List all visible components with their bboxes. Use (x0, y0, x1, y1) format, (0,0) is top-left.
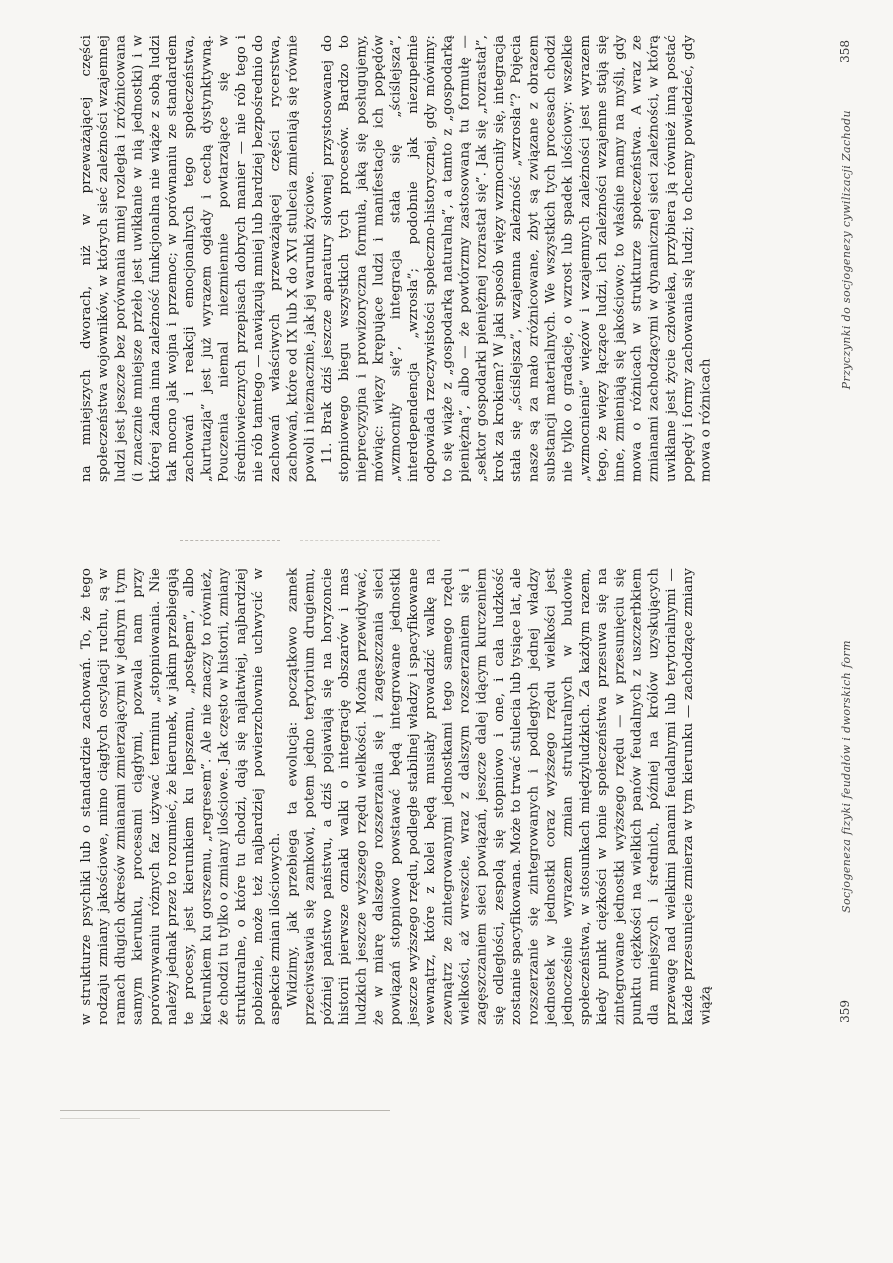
left-page-text (78, 35, 714, 482)
scan-edge-line (60, 1118, 140, 1119)
right-page-number: 359 (838, 1000, 852, 1023)
right-running-header: Socjogeneza fizyki feudałów i dworskich form (840, 640, 853, 913)
right-paragraph-2: Widzimy, jak przebiega ta ewolucja: początkowo zamek przeciwstawia się zamkowi, potem jedno terytorium drugiemu, później państwo państwu, a dziś pojawiają się na horyzoncie historii pierwsze oznaki walki o integrację obszarów i mas ludzkich jeszcze wyższego rzędu wielkości. Można przewidywać, że w miarę dalszego rozszerzania się i zagęszczania sieci powiązań stopniowo powstawać będą integrowane jednostki jeszcze wyższego rzędu, podległe stabilnej władzy i spacyfikowane wewnątrz, które z kolei będą musiały prowadzić walkę na zewnątrz ze zintegrowanymi jednostkami tego samego rzędu wielkości, aż wreszcie, wraz z dalszym rozszerzaniem się i zagęszczaniem sieci powiązań, jeszcze dalej idącym kurczeniem się odległości, zespolą się stopniowo i one, i cała ludzkość zostanie spacyfikowana. Może to trwać stulecia lub tysiące lat, ale rozszerzanie się zintegrowanych i podległych jednej władzy jednostek w jednostki coraz wyższego rzędu wielkości jest jednocześnie wyrazem zmian strukturalnych w budowie społeczeństwa, w stosunkach międzyludzkich. Za każdym razem, kiedy punkt ciężkości w łonie społeczeństwa przesuwa się na zintegrowane jednostki wyższego rzędu — w przesunięciu się punktu ciężkości na wielkich panów feudalnych z uszczerbkiem dla mniejszych i średnich, później na królów uzyskujących przewagę nad wielkimi panami feudalnymi lub terytorialnymi — każde przesunięcie zmierza w tym kierunku — zachodzące zmiany wiążą (285, 568, 714, 1025)
left-page-number: 358 (838, 40, 852, 63)
left-paragraph-2: 11. Brak dziś jeszcze aparatury słownej przystosowanej do stopniowego biegu wszystkich tych procesów. Bardzo to nieprecyzyjna i prowizoryczna formuła, jaką się posługujemy, mówiąc: więzy krępujące ludzi i manifestacje ich popędów „wzmocniły się”, integracja stała się „ściślejsza”, interdependencja „wzrosła”; podobnie jak niezupełnie odpowiada rzeczywistości społeczno-historycznej, gdy mówimy: to się wiąże z „gospodarką naturalną”, a tamto z „gospodarką pieniężną”, albo — że powtórzmy zastosowaną tu formułę — „sektor gospodarki pieniężnej rozrastał się”. Jak się „rozrastał”, krok za krokiem? W jaki sposób więzy wzmocniły się, integracja stała się „ściślejsza”, wzajemna zależność „wzrosła”? Pojęcia nasze są za mało zróżnicowane, zbyt są związane z obrazem substancji materialnych. We wszystkich tych procesach chodzi nie tylko o gradacje, o wzrost lub spadek ilościowy: wszelkie „wzmocnienie” więzów i wzajemnych zależności jest wyrazem tego, że więzy łączące ludzi, ich zależności wzajemne stają się inne, zmieniają się jakościowo; to właśnie mamy na myśli, gdy mowa o różnicach w strukturze społeczeństwa. A wraz ze zmianami zachodzącymi w dynamicznej sieci zależności, w którą uwikłane jest życie człowieka, przybiera ją również inną postać popędy i formy zachowania się ludzi; to chcemy powiedzieć, gdy mowa o różnicach (319, 35, 714, 482)
left-running-header: Przyczynki do socjogenezy cywilizacji Zachodu (840, 110, 853, 390)
fold-divider (180, 540, 280, 541)
right-paragraph-1: w strukturze psychiki lub o standardzie zachowań. To, że tego rodzaju zmiany jakościowe, mimo ciągłych oscylacji ruchu, są w ramach długich okresów zmianami zmierzającymi w jednym i tym samym kierunku, procesami ciągłymi, pozwala nam przy porównywaniu różnych faz używać terminu „stopniowania. Nie należy jednak przez to rozumieć, że kierunek, w jakim przebiegają te procesy, jest kierunkiem ku lepszemu, „postępem”, albo kierunkiem ku gorszemu, „regresem”. Ale nie znaczy to również, że chodzi tu tylko o zmiany ilościowe. Jak często w historii, zmiany strukturalne, o które tu chodzi, dają się najłatwiej, najbardziej pobieżnie, może też najbardziej powierzchownie uchwycić w aspekcie zmian ilościowych. (79, 568, 284, 1025)
right-page-text (78, 568, 714, 1025)
scan-edge-line (60, 1110, 390, 1111)
fold-divider (300, 540, 440, 541)
left-paragraph-1: na mniejszych dworach, niż w przeważającej części społeczeństwa wojowników, w których sieć zależności wzajemnej ludzi jest jeszcze bez porównania mniej rozległa i zróżnicowana (i znacznie mniejsze prżeło jest uwikłanie w nią jednostki) i w której żadna inna zależność funkcjonalna nie wiąże z sobą ludzi tak mocno jak wojna i przemoc; w porównaniu ze standardem zachowań i reakcji emocjonalnych tego społeczeństwa, „kurtuazja” jest już wyrazem ogłady i cechą dystynktywną. Pouczenia niemal niezmiennie powtarzające się w średniowiecznych przepisach dobrych manier — nie rób tego i nie rób tamtego — nawiązują mniej lub bardziej bezpośrednio do zachowań właściwych przeważającej części rycerstwa, zachowań, które od IX lub X do XVI stulecia zmieniają się równie powoli i nieznacznie, jak jej warunki życiowe. (79, 35, 318, 482)
